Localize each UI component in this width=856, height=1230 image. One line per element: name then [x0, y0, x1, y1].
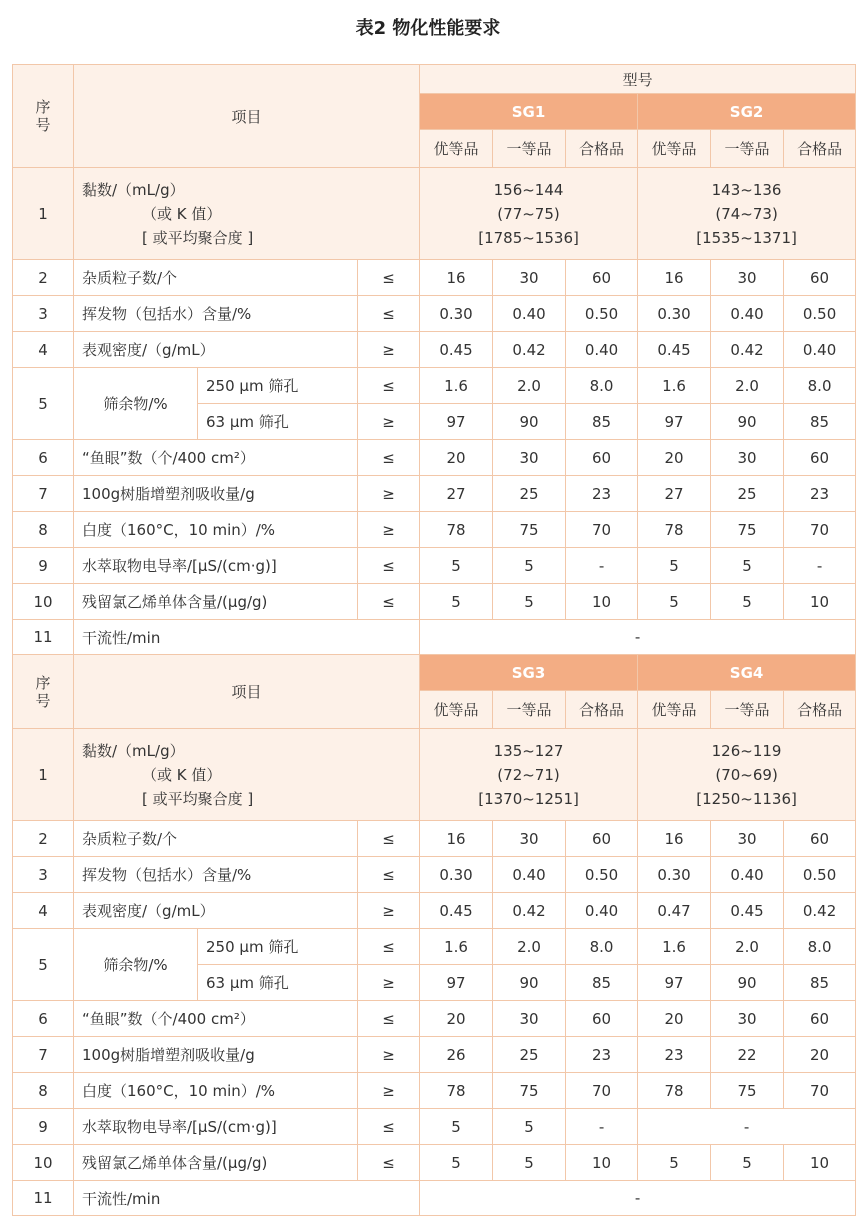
sub-item-label: 250 μm 筛孔 — [198, 929, 358, 965]
value-cell: 0.47 — [638, 893, 711, 929]
item-label: 杂质粒子数/个 — [74, 260, 358, 296]
value-cell: 5 — [420, 548, 493, 584]
grade-header: 优等品 — [638, 691, 711, 729]
grade-header: 优等品 — [420, 691, 493, 729]
comparison-symbol: ≥ — [358, 1037, 420, 1073]
row-number: 6 — [13, 1001, 74, 1037]
value-cell: 10 — [566, 584, 638, 620]
table-row — [13, 1001, 856, 1037]
table-row — [13, 368, 856, 404]
value-cell: - — [784, 548, 856, 584]
value-cell: 0.40 — [711, 296, 784, 332]
grade-header: 优等品 — [420, 130, 493, 168]
grade-header: 合格品 — [566, 130, 638, 168]
grade-header: 一等品 — [493, 130, 566, 168]
value-cell: 0.42 — [711, 332, 784, 368]
value-cell: 60 — [566, 260, 638, 296]
value-cell: 0.40 — [493, 296, 566, 332]
value-cell: 5 — [420, 1109, 493, 1145]
value-cell: - — [420, 1181, 856, 1216]
item-label: 残留氯乙烯单体含量/(μg/g) — [74, 1145, 358, 1181]
value-cell: 30 — [493, 440, 566, 476]
table-row — [13, 332, 856, 368]
value-cell: 0.40 — [784, 332, 856, 368]
item-label: 挥发物（包括水）含量/% — [74, 296, 358, 332]
value-cell: 30 — [493, 260, 566, 296]
comparison-symbol: ≥ — [358, 512, 420, 548]
table-row — [13, 1037, 856, 1073]
grade-header: 优等品 — [638, 130, 711, 168]
table-title: 表2 物化性能要求 — [355, 18, 501, 39]
item-header: 项目 — [74, 65, 420, 168]
row-number: 10 — [13, 1145, 74, 1181]
value-cell: 90 — [711, 404, 784, 440]
value-cell: 60 — [784, 1001, 856, 1037]
seq-label: 序号 — [35, 673, 51, 710]
value-cell: 0.40 — [711, 857, 784, 893]
value-cell: 78 — [638, 512, 711, 548]
viscosity-label-line: 黏数/（mL/g） — [82, 741, 185, 760]
value-cell: 97 — [420, 404, 493, 440]
value-cell: 16 — [638, 821, 711, 857]
row-number: 6 — [13, 440, 74, 476]
value-cell: 23 — [566, 476, 638, 512]
viscosity-value — [420, 729, 638, 821]
model-group-header: SG3 — [420, 655, 638, 691]
table-row — [13, 1073, 856, 1109]
value-cell: 5 — [420, 1145, 493, 1181]
value-cell: 5 — [420, 584, 493, 620]
value-cell: 5 — [711, 1145, 784, 1181]
value-cell: 20 — [784, 1037, 856, 1073]
row-number: 10 — [13, 584, 74, 620]
value-cell: 22 — [711, 1037, 784, 1073]
comparison-symbol: ≥ — [358, 893, 420, 929]
comparison-symbol: ≤ — [358, 929, 420, 965]
item-label: 白度（160°C，10 min）/% — [74, 512, 358, 548]
properties-table — [12, 64, 856, 1216]
value-cell: 70 — [566, 1073, 638, 1109]
model-group-header: SG4 — [638, 655, 856, 691]
viscosity-value-line: 143~136 — [711, 180, 782, 199]
value-cell: 27 — [420, 476, 493, 512]
item-label: 水萃取物电导率/[μS/(cm·g)] — [74, 1109, 358, 1145]
value-cell: 85 — [784, 965, 856, 1001]
value-cell: 75 — [493, 1073, 566, 1109]
value-cell: 20 — [638, 1001, 711, 1037]
viscosity-label-line: 黏数/（mL/g） — [82, 180, 185, 199]
row-number: 11 — [13, 620, 74, 655]
sub-item-label: 250 μm 筛孔 — [198, 368, 358, 404]
viscosity-value — [638, 729, 856, 821]
value-cell: 78 — [420, 512, 493, 548]
value-cell: 27 — [638, 476, 711, 512]
value-cell: 16 — [420, 260, 493, 296]
value-cell: 30 — [711, 440, 784, 476]
item-label: 表观密度/（g/mL） — [74, 893, 358, 929]
comparison-symbol: ≥ — [358, 965, 420, 1001]
viscosity-value-line: [1785~1536] — [478, 228, 579, 247]
value-cell: 25 — [493, 476, 566, 512]
comparison-symbol: ≤ — [358, 440, 420, 476]
value-cell: 23 — [566, 1037, 638, 1073]
table-row — [13, 655, 856, 691]
row-number: 4 — [13, 893, 74, 929]
item-label: 100g树脂增塑剂吸收量/g — [74, 1037, 358, 1073]
value-cell: 0.30 — [638, 296, 711, 332]
row-number: 4 — [13, 332, 74, 368]
value-cell: 26 — [420, 1037, 493, 1073]
comparison-symbol: ≤ — [358, 1145, 420, 1181]
comparison-symbol: ≤ — [358, 857, 420, 893]
value-cell: 75 — [493, 512, 566, 548]
table-row — [13, 296, 856, 332]
value-cell: 97 — [420, 965, 493, 1001]
value-cell: 30 — [493, 821, 566, 857]
row-number: 5 — [13, 368, 74, 440]
viscosity-value-line: [1535~1371] — [696, 228, 797, 247]
value-cell: 25 — [711, 476, 784, 512]
table-row — [13, 476, 856, 512]
item-label: 干流性/min — [74, 620, 420, 655]
table-row — [13, 440, 856, 476]
table-row — [13, 857, 856, 893]
value-cell: 5 — [638, 1145, 711, 1181]
model-group-header: SG2 — [638, 94, 856, 130]
value-cell: 0.50 — [784, 857, 856, 893]
model-header: 型号 — [420, 65, 856, 94]
item-label: 杂质粒子数/个 — [74, 821, 358, 857]
value-cell: 0.42 — [784, 893, 856, 929]
comparison-symbol: ≤ — [358, 260, 420, 296]
seq-header — [13, 655, 74, 729]
viscosity-label-line: [ 或平均聚合度 ] — [142, 789, 254, 808]
row-number: 8 — [13, 512, 74, 548]
value-cell: 30 — [711, 1001, 784, 1037]
value-cell: 85 — [784, 404, 856, 440]
viscosity-value-line: (74~73) — [715, 204, 778, 223]
value-cell: 90 — [493, 404, 566, 440]
value-cell: 0.50 — [784, 296, 856, 332]
item-label: 表观密度/（g/mL） — [74, 332, 358, 368]
row-number: 9 — [13, 1109, 74, 1145]
value-cell: 0.45 — [638, 332, 711, 368]
value-cell: 5 — [493, 548, 566, 584]
value-cell: 5 — [638, 584, 711, 620]
value-cell: 0.42 — [493, 893, 566, 929]
row-number: 3 — [13, 857, 74, 893]
value-cell: 10 — [784, 1145, 856, 1181]
value-cell: 30 — [711, 821, 784, 857]
value-cell: 60 — [784, 821, 856, 857]
value-cell: 2.0 — [493, 929, 566, 965]
value-cell: 2.0 — [493, 368, 566, 404]
value-cell: 60 — [566, 1001, 638, 1037]
grade-header: 合格品 — [784, 130, 856, 168]
table-row — [13, 584, 856, 620]
row-number: 7 — [13, 476, 74, 512]
item-label: 残留氯乙烯单体含量/(μg/g) — [74, 584, 358, 620]
value-cell: 78 — [638, 1073, 711, 1109]
value-cell: 75 — [711, 512, 784, 548]
viscosity-value-line: [1250~1136] — [696, 789, 797, 808]
value-cell: 60 — [784, 440, 856, 476]
item-label: 筛余物/% — [74, 368, 198, 440]
table-row — [13, 1145, 856, 1181]
comparison-symbol: ≥ — [358, 332, 420, 368]
value-cell: 5 — [493, 584, 566, 620]
grade-header: 合格品 — [784, 691, 856, 729]
table-row — [13, 893, 856, 929]
table-row — [13, 929, 856, 965]
comparison-symbol: ≤ — [358, 1001, 420, 1037]
item-label: 筛余物/% — [74, 929, 198, 1001]
value-cell: 16 — [638, 260, 711, 296]
item-label: 挥发物（包括水）含量/% — [74, 857, 358, 893]
viscosity-value-line: (72~71) — [497, 765, 560, 784]
value-cell: 97 — [638, 404, 711, 440]
comparison-symbol: ≤ — [358, 368, 420, 404]
value-cell: 0.40 — [566, 893, 638, 929]
viscosity-value-line: 126~119 — [711, 741, 782, 760]
value-cell: 1.6 — [420, 368, 493, 404]
viscosity-value-line: 156~144 — [493, 180, 564, 199]
value-cell: 90 — [711, 965, 784, 1001]
value-cell: 78 — [420, 1073, 493, 1109]
comparison-symbol: ≤ — [358, 821, 420, 857]
value-cell: 2.0 — [711, 368, 784, 404]
sub-item-label: 63 μm 筛孔 — [198, 965, 358, 1001]
viscosity-label-line: [ 或平均聚合度 ] — [142, 228, 254, 247]
value-cell: 10 — [784, 584, 856, 620]
row-number: 9 — [13, 548, 74, 584]
value-cell: 20 — [638, 440, 711, 476]
value-cell: 0.42 — [493, 332, 566, 368]
item-label: 干流性/min — [74, 1181, 420, 1216]
value-cell: 2.0 — [711, 929, 784, 965]
row-number: 2 — [13, 821, 74, 857]
seq-header — [13, 65, 74, 168]
value-cell: 85 — [566, 404, 638, 440]
value-cell: 90 — [493, 965, 566, 1001]
comparison-symbol: ≤ — [358, 584, 420, 620]
value-cell: 23 — [638, 1037, 711, 1073]
grade-header: 一等品 — [711, 130, 784, 168]
table-row — [13, 260, 856, 296]
value-cell: 10 — [566, 1145, 638, 1181]
value-cell: 60 — [566, 821, 638, 857]
value-cell: 5 — [493, 1109, 566, 1145]
row-number: 7 — [13, 1037, 74, 1073]
value-cell: 70 — [784, 512, 856, 548]
row-number: 2 — [13, 260, 74, 296]
row-number: 8 — [13, 1073, 74, 1109]
viscosity-value-line: (77~75) — [497, 204, 560, 223]
value-cell: 20 — [420, 440, 493, 476]
item-label: 水萃取物电导率/[μS/(cm·g)] — [74, 548, 358, 584]
grade-header: 一等品 — [711, 691, 784, 729]
value-cell: 8.0 — [566, 368, 638, 404]
item-label: 100g树脂增塑剂吸收量/g — [74, 476, 358, 512]
value-cell: 25 — [493, 1037, 566, 1073]
table-row — [13, 1109, 856, 1145]
comparison-symbol: ≤ — [358, 1109, 420, 1145]
value-cell: 0.50 — [566, 296, 638, 332]
value-cell: 0.45 — [420, 893, 493, 929]
comparison-symbol: ≥ — [358, 1073, 420, 1109]
viscosity-value-line: (70~69) — [715, 765, 778, 784]
row-number: 5 — [13, 929, 74, 1001]
viscosity-value — [420, 168, 638, 260]
row-number: 1 — [13, 168, 74, 260]
item-label: 白度（160°C，10 min）/% — [74, 1073, 358, 1109]
comparison-symbol: ≤ — [358, 296, 420, 332]
value-cell: 60 — [566, 440, 638, 476]
model-group-header: SG1 — [420, 94, 638, 130]
row-number: 3 — [13, 296, 74, 332]
value-cell: 0.30 — [420, 857, 493, 893]
grade-header: 一等品 — [493, 691, 566, 729]
value-cell: 5 — [638, 548, 711, 584]
value-cell: 0.30 — [420, 296, 493, 332]
value-cell: 8.0 — [566, 929, 638, 965]
table-row — [13, 821, 856, 857]
value-cell: 5 — [711, 548, 784, 584]
value-cell: - — [566, 548, 638, 584]
value-cell: 75 — [711, 1073, 784, 1109]
value-cell: 70 — [784, 1073, 856, 1109]
viscosity-value-line: 135~127 — [493, 741, 564, 760]
value-cell: 8.0 — [784, 929, 856, 965]
value-cell: 16 — [420, 821, 493, 857]
comparison-symbol: ≥ — [358, 404, 420, 440]
table-row — [13, 512, 856, 548]
value-cell: 23 — [784, 476, 856, 512]
viscosity-label-line: （或 K 值） — [142, 204, 222, 223]
value-cell: 97 — [638, 965, 711, 1001]
row-number: 11 — [13, 1181, 74, 1216]
value-cell: 0.45 — [711, 893, 784, 929]
value-cell: 0.50 — [566, 857, 638, 893]
row-number: 1 — [13, 729, 74, 821]
viscosity-label-line: （或 K 值） — [142, 765, 222, 784]
table-row — [13, 548, 856, 584]
value-cell: 30 — [493, 1001, 566, 1037]
viscosity-label — [74, 729, 420, 821]
item-label: “鱼眼”数（个/400 cm²） — [74, 1001, 358, 1037]
viscosity-value-line: [1370~1251] — [478, 789, 579, 808]
comparison-symbol: ≥ — [358, 476, 420, 512]
table-row — [13, 168, 856, 260]
grade-header: 合格品 — [566, 691, 638, 729]
table-row — [13, 1181, 856, 1216]
viscosity-value — [638, 168, 856, 260]
value-cell: 20 — [420, 1001, 493, 1037]
value-cell: 0.40 — [566, 332, 638, 368]
value-cell: 1.6 — [638, 929, 711, 965]
item-label: “鱼眼”数（个/400 cm²） — [74, 440, 358, 476]
comparison-symbol: ≤ — [358, 548, 420, 584]
table-row — [13, 729, 856, 821]
value-cell: 5 — [711, 584, 784, 620]
value-cell: 0.40 — [493, 857, 566, 893]
value-cell: 5 — [493, 1145, 566, 1181]
value-cell: 0.45 — [420, 332, 493, 368]
value-cell: - — [566, 1109, 638, 1145]
value-cell: 70 — [566, 512, 638, 548]
value-cell: 60 — [784, 260, 856, 296]
table-row — [13, 65, 856, 94]
value-cell: 0.30 — [638, 857, 711, 893]
value-cell: 8.0 — [784, 368, 856, 404]
value-cell: 85 — [566, 965, 638, 1001]
table-row — [13, 620, 856, 655]
value-cell: 30 — [711, 260, 784, 296]
item-header: 项目 — [74, 655, 420, 729]
value-cell: 1.6 — [638, 368, 711, 404]
seq-label: 序号 — [35, 98, 51, 134]
value-cell: 1.6 — [420, 929, 493, 965]
sub-item-label: 63 μm 筛孔 — [198, 404, 358, 440]
value-cell: - — [638, 1109, 856, 1145]
viscosity-label — [74, 168, 420, 260]
value-cell: - — [420, 620, 856, 655]
